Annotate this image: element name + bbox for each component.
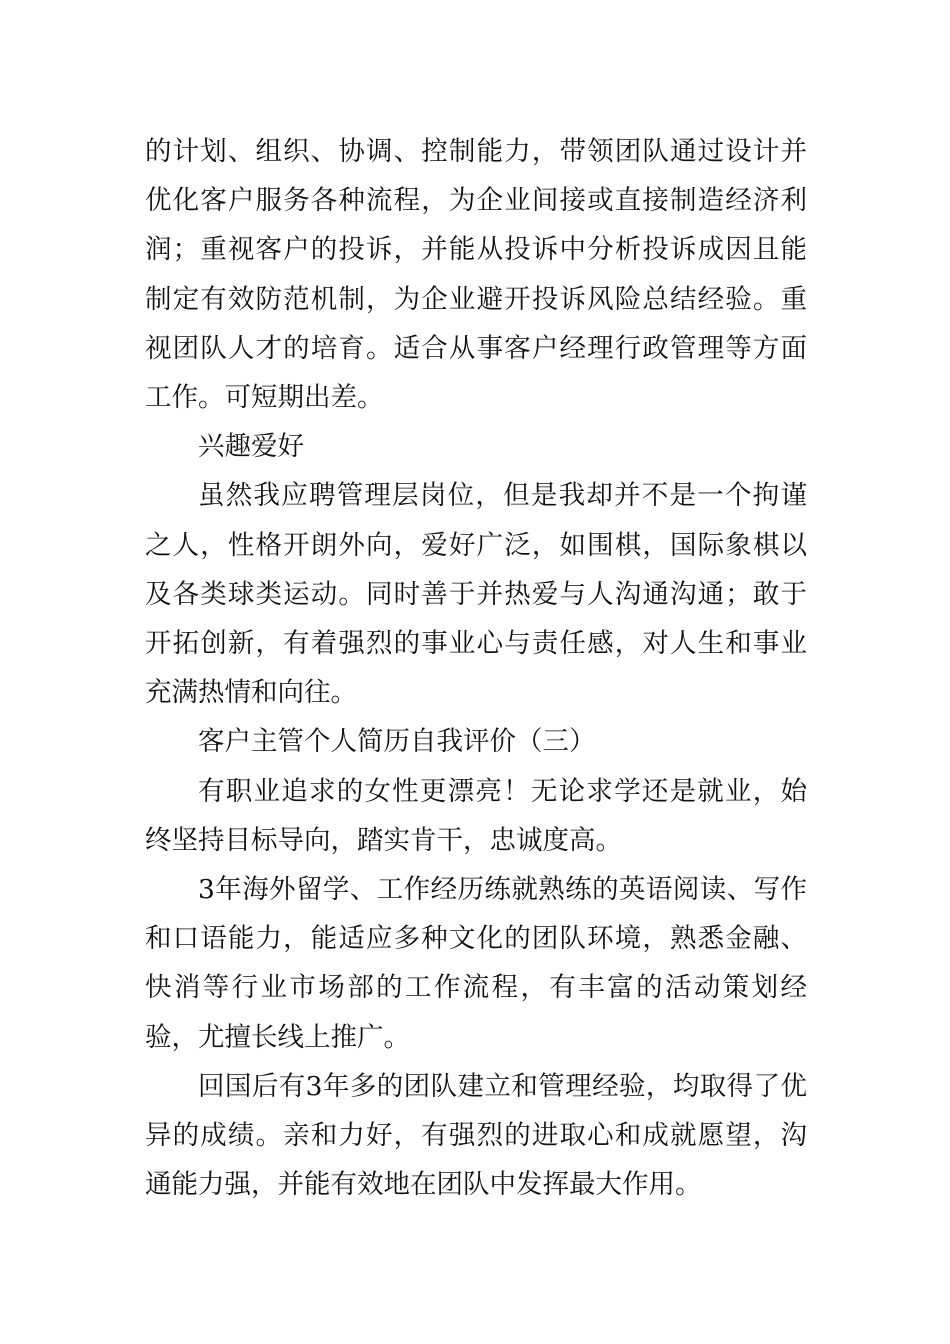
paragraph-hobbies: 虽然我应聘管理层岗位，但是我却并不是一个拘谨之人，性格开朗外向，爱好广泛，如围棋，国际象棋以及各类球类运动。同时善于并热爱与人沟通沟通；敢于开拓创新，有着强烈的事业心与责任感，对人生和事业充满热情和向往。	[145, 480, 807, 709]
section-heading-self-evaluation-3: 客户主管个人简历自我评价（三）	[198, 726, 596, 758]
paragraph-continuation: 的计划、组织、协调、控制能力，带领团队通过设计并优化客户服务各种流程，为企业间接或直接制造经济利润；重视客户的投诉，并能从投诉中分析投诉成因且能制定有效防范机制，为企业避开投诉风险总结经验。重视团队人才的培育。适合从事客户经理行政管理等方面工作。可短期出差。	[145, 136, 807, 414]
paragraph-career-pursuit: 有职业追求的女性更漂亮！无论求学还是就业，始终坚持目标导向，踏实肯干，忠诚度高。	[145, 775, 807, 856]
paragraph-team-management: 回国后有3年多的团队建立和管理经验，均取得了优异的成绩。亲和力好，有强烈的进取心和成就愿望，沟通能力强，并能有效地在团队中发挥最大作用。	[145, 1070, 807, 1201]
section-heading-hobbies: 兴趣爱好	[198, 431, 304, 463]
paragraph-overseas-experience: 3年海外留学、工作经历练就熟练的英语阅读、写作和口语能力，能适应多种文化的团队环境，熟悉金融、快消等行业市场部的工作流程，有丰富的活动策划经验，尤擅长线上推广。	[145, 874, 807, 1053]
document-body	[145, 127, 807, 1209]
